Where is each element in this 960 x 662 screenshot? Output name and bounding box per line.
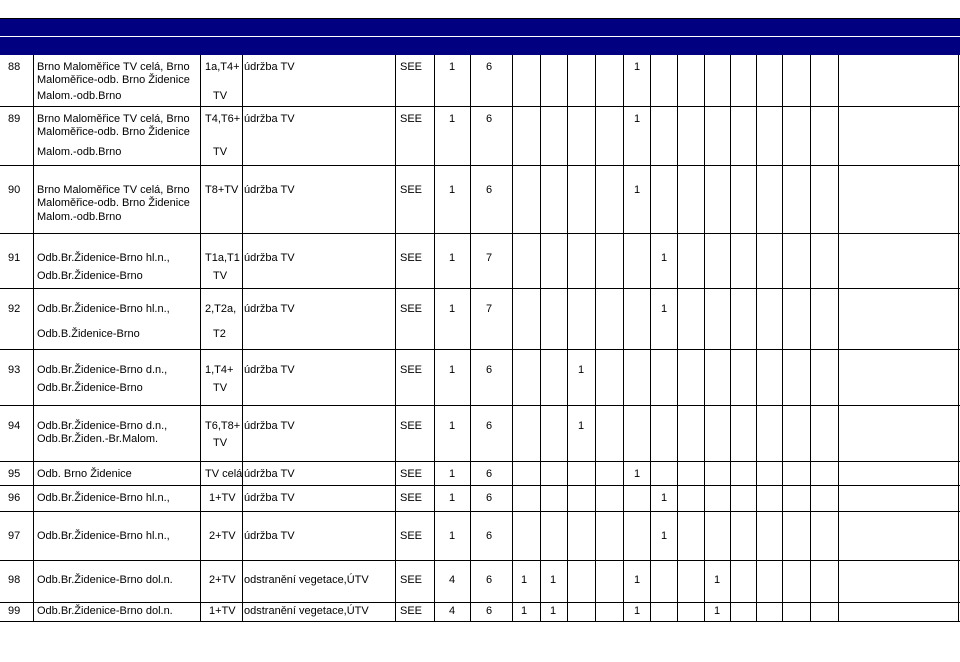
cell-month-2: 1 [550, 605, 557, 617]
cell-tratovy-usek: Odb.Br.Židenice-Brno [37, 270, 143, 282]
cell-provede: SEE [400, 530, 423, 542]
cell-pol: 88 [8, 61, 21, 73]
cell-tratovy-usek: Odb.Br.Židenice-Brno dol.n. [37, 605, 173, 617]
cell-duvod: údržba TV [244, 184, 295, 196]
cell-cislo-koleje: 2+TV [209, 574, 236, 586]
cell-delka: 6 [486, 61, 493, 73]
column-divider [838, 55, 839, 622]
row-divider [0, 405, 960, 406]
cell-delka: 6 [486, 492, 493, 504]
cell-month-2: 1 [550, 574, 557, 586]
cell-provede: SEE [400, 420, 423, 432]
cell-delka: 6 [486, 605, 493, 617]
cell-cislo-koleje: 2+TV [209, 530, 236, 542]
cell-cislo-koleje: T1a,T1 [205, 252, 240, 264]
column-divider [810, 55, 811, 622]
cell-month-1: 1 [521, 574, 528, 586]
cell-pocet: 1 [449, 364, 456, 376]
cell-duvod: údržba TV [244, 364, 295, 376]
cell-tratovy-usek: Malom.-odb.Brno [37, 90, 122, 102]
cell-month-3: 1 [578, 420, 585, 432]
column-divider [512, 55, 513, 622]
cell-tratovy-usek: Maloměřice-odb. Brno Židenice [37, 126, 190, 138]
cell-month-5: 1 [634, 61, 641, 73]
cell-pocet: 1 [449, 492, 456, 504]
column-divider [434, 55, 435, 622]
cell-tratovy-usek: Odb.Br.Židen.-Br.Malom. [37, 433, 159, 445]
cell-tratovy-usek: Odb.Br.Židenice-Brno d.n., [37, 420, 168, 432]
column-divider [242, 55, 243, 622]
cell-tratovy-usek: Malom.-odb.Brno [37, 211, 122, 223]
cell-tratovy-usek: Odb.B.Židenice-Brno [37, 328, 140, 340]
cell-pol: 92 [8, 303, 21, 315]
cell-delka: 6 [486, 364, 493, 376]
cell-pocet: 1 [449, 530, 456, 542]
column-divider [782, 55, 783, 622]
cell-provede: SEE [400, 113, 423, 125]
cell-cislo-koleje: T2 [213, 328, 226, 340]
cell-duvod: údržba TV [244, 530, 295, 542]
cell-cislo-koleje: T4,T6+ [205, 113, 241, 125]
cell-pocet: 1 [449, 468, 456, 480]
cell-tratovy-usek: Odb.Br.Židenice-Brno hl.n., [37, 492, 170, 504]
cell-provede: SEE [400, 61, 423, 73]
row-divider [0, 349, 960, 350]
cell-cislo-koleje: TV [213, 90, 228, 102]
cell-cislo-koleje: TV [213, 270, 228, 282]
cell-month-8: 1 [714, 605, 721, 617]
cell-duvod: odstranění vegetace,ÚTV [244, 574, 369, 586]
cell-provede: SEE [400, 605, 423, 617]
cell-pocet: 1 [449, 420, 456, 432]
cell-pol: 94 [8, 420, 21, 432]
row-divider [0, 511, 960, 512]
cell-duvod: údržba TV [244, 303, 295, 315]
cell-month-8: 1 [714, 574, 721, 586]
column-divider [958, 55, 959, 622]
cell-duvod: údržba TV [244, 468, 295, 480]
table-header-row-1 [0, 19, 960, 36]
column-divider [756, 55, 757, 622]
cell-cislo-koleje: 1+TV [209, 605, 236, 617]
cell-month-5: 1 [634, 113, 641, 125]
cell-month-3: 1 [578, 364, 585, 376]
cell-cislo-koleje: 1+TV [209, 492, 236, 504]
column-divider [200, 55, 201, 622]
cell-delka: 6 [486, 113, 493, 125]
cell-pocet: 4 [449, 574, 456, 586]
cell-tratovy-usek: Maloměřice-odb. Brno Židenice [37, 197, 190, 209]
column-divider [704, 55, 705, 622]
cell-tratovy-usek: Odb.Br.Židenice-Brno hl.n., [37, 530, 170, 542]
cell-pol: 90 [8, 184, 21, 196]
cell-cislo-koleje: TV celá [205, 468, 243, 480]
cell-tratovy-usek: Odb.Br.Židenice-Brno hl.n., [37, 303, 170, 315]
cell-month-6: 1 [661, 303, 668, 315]
cell-cislo-koleje: TV [213, 382, 228, 394]
cell-pol: 95 [8, 468, 21, 480]
cell-cislo-koleje: 2,T2a, [205, 303, 237, 315]
row-divider [0, 485, 960, 486]
cell-pocet: 1 [449, 252, 456, 264]
cell-month-5: 1 [634, 184, 641, 196]
cell-provede: SEE [400, 364, 423, 376]
cell-tratovy-usek: Odb.Br.Židenice-Brno hl.n., [37, 252, 170, 264]
column-divider [650, 55, 651, 622]
column-divider [395, 55, 396, 622]
cell-month-5: 1 [634, 605, 641, 617]
cell-delka: 6 [486, 468, 493, 480]
cell-month-5: 1 [634, 468, 641, 480]
cell-pocet: 1 [449, 303, 456, 315]
cell-provede: SEE [400, 574, 423, 586]
cell-tratovy-usek: Brno Maloměřice TV celá, Brno [37, 113, 190, 125]
column-divider [677, 55, 678, 622]
cell-cislo-koleje: 1a,T4+ [205, 61, 240, 73]
cell-month-5: 1 [634, 574, 641, 586]
cell-delka: 6 [486, 184, 493, 196]
column-divider [33, 55, 34, 622]
cell-tratovy-usek: Odb.Br.Židenice-Brno [37, 382, 143, 394]
cell-month-6: 1 [661, 492, 668, 504]
cell-pol: 96 [8, 492, 21, 504]
cell-month-6: 1 [661, 252, 668, 264]
table-header-row-2 [0, 37, 960, 55]
cell-pocet: 4 [449, 605, 456, 617]
cell-cislo-koleje: 1,T4+ [205, 364, 234, 376]
column-divider [595, 55, 596, 622]
cell-tratovy-usek: Brno Maloměřice TV celá, Brno [37, 61, 190, 73]
row-divider [0, 165, 960, 166]
cell-pol: 93 [8, 364, 21, 376]
cell-tratovy-usek: Odb.Br.Židenice-Brno dol.n. [37, 574, 173, 586]
row-divider [0, 560, 960, 561]
cell-pol: 99 [8, 605, 21, 617]
cell-provede: SEE [400, 303, 423, 315]
column-divider [540, 55, 541, 622]
cell-cislo-koleje: TV [213, 437, 228, 449]
cell-pol: 91 [8, 252, 21, 264]
cell-provede: SEE [400, 492, 423, 504]
cell-tratovy-usek: Odb.Br.Židenice-Brno d.n., [37, 364, 168, 376]
cell-provede: SEE [400, 468, 423, 480]
cell-pol: 97 [8, 530, 21, 542]
cell-cislo-koleje: T6,T8+ [205, 420, 241, 432]
column-divider [730, 55, 731, 622]
cell-duvod: údržba TV [244, 252, 295, 264]
cell-duvod: údržba TV [244, 420, 295, 432]
cell-duvod: údržba TV [244, 492, 295, 504]
column-divider [470, 55, 471, 622]
cell-tratovy-usek: Malom.-odb.Brno [37, 146, 122, 158]
cell-provede: SEE [400, 184, 423, 196]
cell-pocet: 1 [449, 113, 456, 125]
row-divider [0, 621, 960, 622]
cell-duvod: údržba TV [244, 61, 295, 73]
row-divider [0, 106, 960, 107]
cell-tratovy-usek: Odb. Brno Židenice [37, 468, 132, 480]
cell-delka: 6 [486, 420, 493, 432]
cell-delka: 6 [486, 574, 493, 586]
row-divider [0, 233, 960, 234]
cell-pocet: 1 [449, 61, 456, 73]
cell-pol: 98 [8, 574, 21, 586]
cell-duvod: údržba TV [244, 113, 295, 125]
cell-pocet: 1 [449, 184, 456, 196]
cell-month-6: 1 [661, 530, 668, 542]
row-divider [0, 602, 960, 603]
column-divider [623, 55, 624, 622]
cell-tratovy-usek: Maloměřice-odb. Brno Židenice [37, 74, 190, 86]
column-divider [567, 55, 568, 622]
row-divider [0, 288, 960, 289]
cell-delka: 7 [486, 303, 493, 315]
cell-provede: SEE [400, 252, 423, 264]
cell-month-1: 1 [521, 605, 528, 617]
cell-delka: 7 [486, 252, 493, 264]
cell-tratovy-usek: Brno Maloměřice TV celá, Brno [37, 184, 190, 196]
cell-cislo-koleje: T8+TV [205, 184, 239, 196]
cell-delka: 6 [486, 530, 493, 542]
cell-duvod: odstranění vegetace,ÚTV [244, 605, 369, 617]
cell-pol: 89 [8, 113, 21, 125]
row-divider [0, 461, 960, 462]
cell-cislo-koleje: TV [213, 146, 228, 158]
